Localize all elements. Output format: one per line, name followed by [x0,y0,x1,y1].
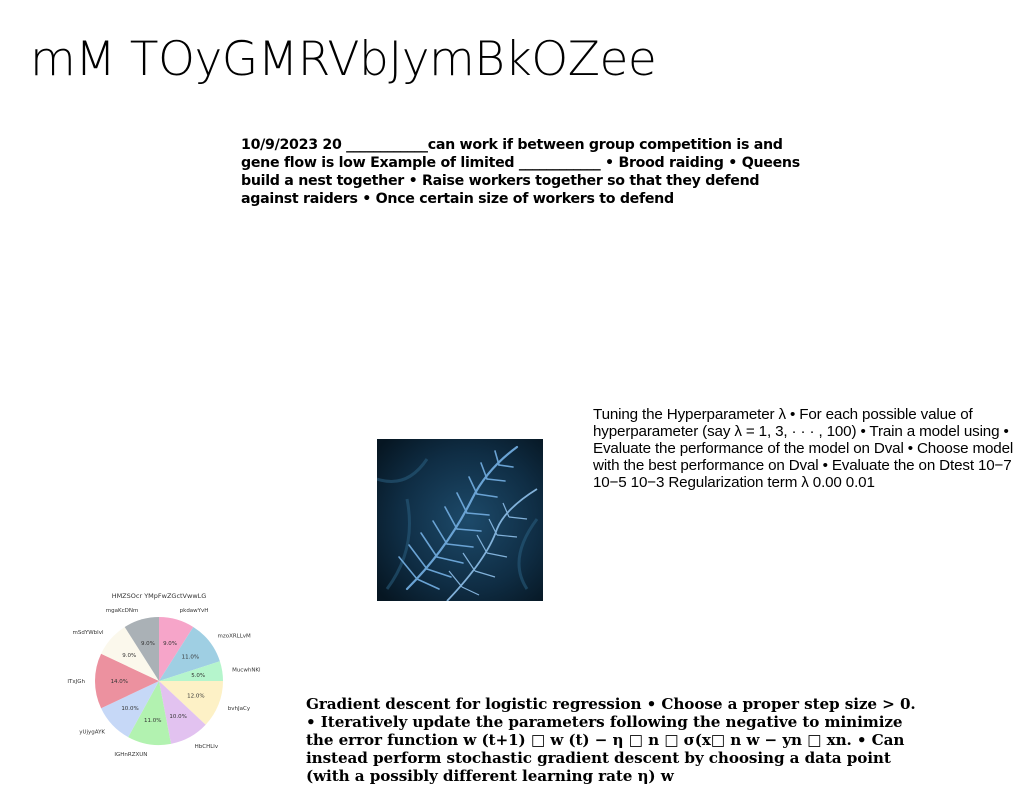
pie-pct-label: 9.0% [140,640,155,647]
fern-photo [377,439,543,601]
pie-category-label: IGHnRZXUN [114,752,148,759]
chart-title: HMZSOcr YMpFwZGctVwwLG [111,592,207,600]
pie-pct-label: 5.0% [191,672,206,679]
fern-image [377,439,543,601]
pie-pct-label: 9.0% [122,652,137,659]
pie-category-label: mSdYWblvl [72,630,104,637]
pie-pct-label: 14.0% [110,679,129,685]
pie-category-label: HbCHLlv [194,743,219,750]
pie-pct-label: 10.0% [169,713,187,720]
pie-category-label: mgaKcDNm [105,607,139,614]
pie-chart [62,588,262,768]
page-title: mM TOyGMRVbJymBkOZee [30,32,657,87]
pie-pct-label: 11.0% [144,718,162,725]
pie-pct-label: 9.0% [163,640,178,647]
pie-category-label: ITxJGh [67,679,85,685]
text-block-group-competition: 10/9/2023 20 ____________can work if between group competition is and gene flow is low Example of limited ____________ • Brood raiding • Queens build a nest together • Raise workers together so that they defend against raiders • Once certain size of workers to defend [241,137,800,207]
text-block-hyperparameter: Tuning the Hyperparameter λ • For each possible value of hyperparameter (say λ = 1, 3, · · · , 100) • Train a model using • Evaluate the performance of the model on Dval • Choose model with the best performance on Dval • Evaluate the on Dtest 10−7 10−5 10−3 Regularization term λ 0.00 0.01 [593,406,1014,491]
pie-chart-svg [62,588,262,768]
pie-category-label: pkdawYvH [179,607,209,614]
pie-category-label: bvhJaCy [227,706,251,713]
pie-pct-label: 10.0% [121,706,139,713]
text-block-gradient-descent: Gradient descent for logistic regression • Choose a proper step size > 0. • Iteratively update the parameters following the negative to minimize the error function w (t+1) □ w (t) − η □ n □ σ(x□ n w − yn □ xn. • Can instead perform stochastic gradient descent by choosing a data point (with a possibly different learning rate η) w [306,695,916,785]
pie-category-label: mzoXRLLvM [217,633,251,640]
pie-category-label: yUjygAYK [79,729,106,736]
pie-pct-label: 12.0% [187,693,205,700]
pie-pct-label: 11.0% [181,654,200,661]
pie-category-label: MucwhNKl [232,667,261,674]
